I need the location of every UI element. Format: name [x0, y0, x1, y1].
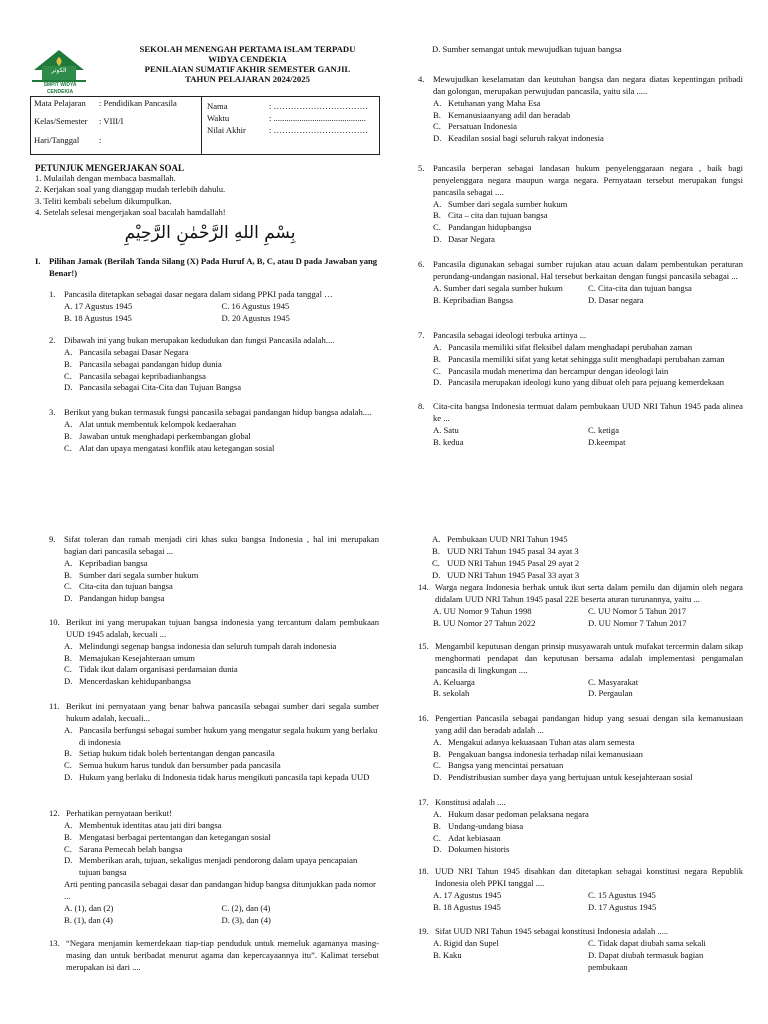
- option-letter: A.: [433, 808, 442, 819]
- option-text: Pancasila sebagai Cita-Cita dan Tujuan Bangsa: [79, 382, 242, 393]
- option-letter: C.: [64, 370, 72, 381]
- answer-option[interactable]: B. UU Nomor 27 Tahun 2022: [433, 617, 536, 628]
- question-body: “Negara menjamin kemerdekaan tiap-tiap penduduk untuk memeluk agamanya masing-masing dan untuk beribadat menurut agama dan kepercayaannya itu”. Kalimat tersebut merupakan isi dari ....: [66, 938, 379, 972]
- question-text: [418, 582, 743, 606]
- option-letter: D.: [432, 569, 441, 580]
- option-text: Pancasila memiliki sifat fleksibel dalam menghadapi perubahan zaman: [448, 341, 693, 352]
- question-number: 19.: [418, 926, 429, 936]
- question-number: 7.: [418, 330, 425, 340]
- option-text: Sumber dari segala sumber hukum: [448, 198, 568, 209]
- option-letter: B.: [64, 831, 72, 842]
- answer-option[interactable]: [432, 558, 752, 570]
- question-number: 15.: [418, 641, 429, 651]
- answer-option[interactable]: A. Satu: [433, 424, 459, 435]
- answer-option[interactable]: [433, 809, 743, 821]
- section-heading: I. Pilihan Jamak (Berilah Tanda Silang (X) Pada Huruf A, B, C, atau D pada Jawaban yang Benar!): [35, 256, 378, 278]
- answer-option[interactable]: D.keempat: [588, 436, 626, 447]
- answer-option[interactable]: [64, 748, 379, 760]
- question-text: [49, 407, 379, 419]
- answer-option[interactable]: [433, 737, 743, 749]
- instruction-item: 2. Kerjakan soal yang dianggap mudah terlebih dahulu.: [35, 184, 226, 195]
- question-number: 14.: [418, 582, 429, 592]
- answer-option[interactable]: A. 17 Agustus 1945: [433, 889, 502, 900]
- option-letter: D.: [433, 844, 442, 855]
- option-letter: A.: [432, 534, 441, 544]
- option-letter: C.: [64, 581, 72, 592]
- question-body: Mengambil keputusan dengan prinsip musyawarah untuk mufakat tercermin dalam sikap menghormati pendapat dan keputusan bersama adalah implementasi pengamalan pancasila di lingkungan ....: [435, 641, 743, 675]
- option-letter: D.: [64, 382, 73, 393]
- identity-left: [31, 97, 202, 154]
- question-number: 13.: [49, 938, 60, 948]
- question-body: Cita-cita bangsa Indonesia termuat dalam pembukaan UUD NRI Tahun 1945 pada alinea ke ...: [433, 401, 743, 423]
- option-letter: D.: [64, 855, 73, 866]
- option-text: Membentuk identitas atau jati diri bangsa: [79, 819, 222, 830]
- question-text: [418, 713, 743, 737]
- answer-option[interactable]: A. Rigid dan Supel: [433, 937, 499, 948]
- option-text: Mencerdaskan kehidupanbangsa: [79, 676, 191, 687]
- answer-row: [433, 902, 743, 914]
- answer-option[interactable]: [64, 676, 379, 688]
- identity-box: [30, 96, 380, 155]
- option-text: Adat kebiasaan: [448, 832, 501, 843]
- option-letter: A.: [433, 97, 442, 108]
- answer-option[interactable]: [433, 844, 743, 856]
- question-q19: [418, 926, 743, 973]
- option-text: Cita-cita dan tujuan bangsa: [79, 581, 173, 592]
- option-letter: D.: [433, 772, 442, 783]
- question-body: Sifat UUD NRI Tahun 1945 sebagai konstitusi Indonesia adalah .....: [435, 926, 669, 936]
- question-body: UUD NRI Tahun 1945 disahkan dan ditetapkan sebagai konstitusi negara Republik Indonesia oleh PPKI tanggal ....: [435, 866, 743, 888]
- answer-option[interactable]: [64, 641, 379, 653]
- option-text: Pandangan hidupbangsa: [448, 222, 532, 233]
- question-text: [49, 335, 379, 347]
- question-number: 8.: [418, 401, 425, 411]
- answer-option[interactable]: B. 18 Agustus 1945: [433, 901, 501, 912]
- answer-option[interactable]: [432, 570, 752, 582]
- question-q6: [418, 259, 743, 306]
- basmalah: بِسْمِ اللهِ الرَّحْمٰنِ الرَّحِيْمِ: [124, 223, 296, 243]
- answer-option[interactable]: D. 17 Agustus 1945: [588, 901, 657, 912]
- answer-option[interactable]: [64, 820, 379, 832]
- answer-option[interactable]: [64, 581, 379, 593]
- option-text: Pembukaan UUD NRI Tahun 1945: [447, 534, 568, 544]
- option-letter: C.: [433, 121, 441, 132]
- question-text: [418, 74, 743, 98]
- answer-option[interactable]: [433, 199, 743, 211]
- option-text: Keadilan sosial bagi seluruh rakyat indonesia: [448, 133, 604, 144]
- option-text: UUD NRI Tahun 1945 pasal 34 ayat 3: [447, 545, 579, 556]
- option-letter: A.: [64, 724, 73, 735]
- answer-option[interactable]: [433, 354, 743, 366]
- question-body: Berikut yang bukan termasuk fungsi pancasila sebagai pandangan hidup bangsa adalah....: [64, 407, 372, 417]
- question-text: [49, 701, 379, 725]
- option-text: Sarana Pemecah belah bangsa: [79, 843, 183, 854]
- answer-option[interactable]: [432, 534, 752, 546]
- instructions-title: PETUNJUK MENGERJAKAN SOAL: [35, 163, 185, 173]
- identity-right: [207, 101, 368, 137]
- option-text: Alat dan upaya mengatasi konflik atau ketegangan sosial: [79, 442, 275, 453]
- option-letter: C.: [64, 843, 72, 854]
- question-text: [49, 617, 379, 641]
- question-number: 16.: [418, 713, 429, 723]
- instruction-item: 4. Setelah selesai mengerjakan soal bacalah hamdallah!: [35, 207, 226, 218]
- answer-option[interactable]: [433, 110, 743, 122]
- option-text: Semua hukum harus tunduk dan bersumber pada pancasila: [79, 760, 281, 771]
- question-body: Berikut ini pernyataan yang benar bahwa pancasila sebagai sumber dari segala sumber hukum adalah, kecuali...: [66, 701, 379, 723]
- answer-row: [433, 425, 743, 437]
- school-name: SEKOLAH MENENGAH PERTAMA ISLAM TERPADU: [139, 44, 356, 54]
- option-letter: B.: [433, 109, 441, 120]
- question-body: Konstitusi adalah ....: [435, 797, 506, 807]
- option-text: Setiap hukum tidak boleh bertentangan dengan pancasila: [79, 748, 275, 759]
- question-q14: [418, 582, 743, 629]
- answer-row: [64, 915, 379, 927]
- option-text: Cita – cita dan tujuan bangsa: [448, 210, 548, 221]
- instructions-list: [35, 173, 365, 218]
- option-letter: B.: [64, 430, 72, 441]
- option-letter: B.: [64, 569, 72, 580]
- logo-text: SMPIT WIDYA CENDEKIA: [43, 82, 77, 95]
- option-letter: D.: [433, 133, 442, 144]
- answer-row: [64, 313, 379, 325]
- answer-option[interactable]: C. Cita-cita dan tujuan bangsa: [588, 282, 692, 293]
- question-body: Sifat toleran dan ramah menjadi ciri khas suku bangsa Indonesia , hal ini merupakan bagian dari pancasila sebagai ...: [64, 534, 379, 556]
- answer-option[interactable]: A. Sumber dari segala sumber hukum: [433, 282, 563, 293]
- document-header: [95, 44, 400, 84]
- date-row: Hari/Tanggal :: [34, 135, 102, 145]
- question-number: 17.: [418, 797, 429, 807]
- answer-option[interactable]: D. Pergaulan: [588, 688, 633, 699]
- question-number: 12.: [49, 808, 60, 818]
- question-q4: [418, 74, 743, 145]
- option-letter: C.: [64, 664, 72, 675]
- answer-option[interactable]: B. Kepribadian Bangsa: [433, 294, 513, 305]
- question-q10: [49, 617, 379, 688]
- answer-option[interactable]: [64, 371, 379, 383]
- answer-option[interactable]: [433, 772, 743, 784]
- answer-option[interactable]: B. (1), dan (4): [64, 914, 113, 925]
- question-number: 6.: [418, 259, 425, 269]
- question-body: Berikut ini yang merupakan tujuan bangsa indonesia yang tercantum dalam pembukaan UUD 1945 adalah, kecuali ...: [66, 617, 379, 639]
- answer-option[interactable]: [64, 832, 379, 844]
- answer-option[interactable]: B. kedua: [433, 436, 464, 447]
- answer-option[interactable]: D. UU Nomor 7 Tahun 2017: [588, 617, 687, 628]
- answer-option[interactable]: C. Tidak dapat diubah sama sekali: [588, 937, 706, 948]
- question-number: 11.: [49, 701, 60, 711]
- question-body: Pancasila digunakan sebagai sumber rujukan atau acuan dalam pembentukan peraturan perundang-undangan nasional. Hal tersebut berkaitan dengan fungsi pancasila sebagai ...: [433, 259, 743, 281]
- exam-title: PENILAIAN SUMATIF AKHIR SEMESTER GANJIL: [144, 64, 351, 74]
- time-row: Waktu : ...........................................: [207, 112, 366, 123]
- school-name-2: WIDYA CENDEKIA: [208, 54, 287, 64]
- question-text: [418, 926, 743, 938]
- score-row: Nilai Akhir : ……………………………: [207, 124, 369, 135]
- answer-option[interactable]: D. Sumber semangat untuk mewujudkan tujuan bangsa: [432, 44, 622, 54]
- option-letter: C.: [64, 442, 72, 453]
- question-text: [418, 641, 743, 677]
- question-body: Pancasila berperan sebagai landasan hukum penyelenggaraan negara , baik bagi penyelenggara negara maupun warga negara. Pernyataan tersebut merupakan fungsi pancasila sebagai ....: [433, 163, 743, 197]
- option-text: Kepribadian bangsa: [79, 557, 148, 568]
- question-body: Pancasila sebagai ideologi terbuka artinya ...: [433, 330, 587, 340]
- question-text: [418, 866, 743, 890]
- question-number: 10.: [49, 617, 60, 627]
- option-letter: A.: [64, 819, 73, 830]
- answer-row: [64, 301, 379, 313]
- option-text: UUD NRI Tahun 1945 Pasal 33 ayat 3: [447, 569, 580, 580]
- answer-row: [433, 606, 743, 618]
- answer-option[interactable]: [433, 121, 743, 133]
- answer-option[interactable]: [433, 133, 743, 145]
- option-text: Kemanusiaanyang adil dan beradab: [448, 109, 571, 120]
- option-letter: D.: [64, 772, 73, 783]
- option-text: Bangsa yang mencintai persatuan: [448, 760, 564, 771]
- question-text: [49, 938, 379, 974]
- option-text: Pengakuan bangsa indonesia terhadap nilai kemanusiaan: [448, 748, 643, 759]
- answer-option[interactable]: C. UU Nomor 5 Tahun 2017: [588, 605, 687, 616]
- answer-row: [433, 890, 743, 902]
- option-text: Hukum yang berlaku di Indonesia tidak harus mengikuti pancasila tapi kepada UUD: [79, 772, 370, 783]
- subject-row: Mata Pelajaran : Pendidikan Pancasila: [34, 98, 177, 108]
- answer-option[interactable]: C. Masyarakat: [588, 676, 639, 687]
- answer-row: [433, 295, 743, 307]
- question-text: [418, 259, 743, 283]
- school-logo: [28, 48, 90, 94]
- question-text: [49, 534, 379, 558]
- option-letter: A.: [64, 346, 73, 357]
- answer-option[interactable]: A. 17 Agustus 1945: [64, 300, 133, 311]
- option-letter: B.: [433, 210, 441, 221]
- answer-option[interactable]: [433, 377, 743, 389]
- option-letter: A.: [64, 640, 73, 651]
- answer-option[interactable]: [64, 855, 379, 879]
- question-body: Pancasila ditetapkan sebagai dasar negara dalam sidang PPKI pada tanggal …: [64, 289, 333, 299]
- question-number: 5.: [418, 163, 425, 173]
- answer-option[interactable]: [64, 558, 379, 570]
- answer-option[interactable]: C. (2), dan (4): [221, 902, 271, 913]
- answer-option[interactable]: [433, 234, 743, 246]
- answer-option[interactable]: C. ketiga: [588, 424, 620, 435]
- option-text: Pancasila merupakan ideologi kuno yang dibuat oleh para pejuang kemerdekaan: [448, 377, 725, 388]
- question-q1: [49, 289, 379, 325]
- option-text: Dasar Negara: [448, 234, 495, 245]
- answer-option[interactable]: B. Kaku: [433, 949, 462, 960]
- question-number: 9.: [49, 534, 56, 544]
- option-text: Jawaban untuk menghadapi perkembangan global: [79, 430, 251, 441]
- answer-option[interactable]: [64, 725, 379, 749]
- answer-option[interactable]: [64, 382, 379, 394]
- answer-option[interactable]: D. (3), dan (4): [221, 914, 271, 925]
- option-letter: D.: [433, 234, 442, 245]
- option-letter: D.: [64, 676, 73, 687]
- option-text: Hukum dasar pedoman pelaksana negara: [448, 808, 589, 819]
- school-year: TAHUN PELAJARAN 2024/2025: [185, 74, 310, 84]
- question-body: Dibawah ini yang bukan merupakan kedudukan dan fungsi Pancasila adalah....: [64, 335, 335, 345]
- answer-option[interactable]: D. Dasar negara: [588, 294, 644, 305]
- option-letter: B.: [433, 353, 441, 364]
- answer-option[interactable]: [433, 821, 743, 833]
- option-text: Pancasila mudah menerima dan bercampur dengan ideologi lain: [448, 365, 669, 376]
- question-number: 4.: [418, 74, 425, 84]
- answer-option[interactable]: [433, 342, 743, 354]
- question-q16: [418, 713, 743, 784]
- answer-row: [433, 688, 743, 700]
- answer-option[interactable]: [433, 222, 743, 234]
- class-row: Kelas/Semester : VIII/I: [34, 116, 124, 126]
- answer-option[interactable]: [433, 210, 743, 222]
- answer-row: [433, 938, 743, 950]
- question-q2: [49, 335, 379, 394]
- answer-option[interactable]: [433, 366, 743, 378]
- option-text: UUD NRI Tahun 1945 Pasal 29 ayat 2: [447, 557, 580, 568]
- question-body: Pengertian Pancasila sebagai pandangan hidup yang sesuai dengan sila kemanusiaan yang adil dan beradab adalah ...: [435, 713, 743, 735]
- answer-option[interactable]: B. sekolah: [433, 688, 470, 699]
- answer-option[interactable]: A. Keluarga: [433, 676, 475, 687]
- answer-option[interactable]: D. Dapat diubah termasuk bagian pembukaan: [588, 949, 704, 972]
- question-text: [418, 401, 743, 425]
- question-text: [418, 163, 743, 199]
- question-q13: [49, 938, 379, 974]
- option-text: Undang-undang biasa: [448, 820, 524, 831]
- question-q9: [49, 534, 379, 605]
- answer-option[interactable]: [64, 653, 379, 665]
- option-text: Pancasila sebagai pandangan hidup dunia: [79, 358, 222, 369]
- answer-option[interactable]: A. UU Nomor 9 Tahun 1998: [433, 605, 532, 616]
- option-letter: C.: [433, 222, 441, 233]
- answer-option[interactable]: [64, 443, 379, 455]
- option-text: Pendistribusian sumber daya yang bertujuan untuk kesejahteraan sosial: [448, 772, 693, 783]
- option-letter: C.: [433, 832, 441, 843]
- answer-option[interactable]: C. 15 Agustus 1945: [588, 889, 656, 900]
- answer-option[interactable]: [64, 419, 379, 431]
- question-body: Perhatikan pernyataan berikut!: [66, 808, 172, 818]
- answer-row: [433, 950, 743, 974]
- question-text: [418, 330, 743, 342]
- question-followup: Arti penting pancasila sebagai dasar dan pandangan hidup bangsa ditunjukkan pada nomor ...: [64, 879, 376, 902]
- option-text: Pancasila memiliki sifat yang ketat sehingga sulit menghadapi perubahan zaman: [448, 353, 725, 364]
- option-text: Memajukan Kesejahteraan umum: [79, 652, 195, 663]
- instruction-item: 1. Mulailah dengan membaca basmallah.: [35, 173, 176, 183]
- question-number: 2.: [49, 335, 56, 345]
- answer-option[interactable]: [433, 749, 743, 761]
- option-letter: B.: [64, 652, 72, 663]
- question-q7: [418, 330, 743, 389]
- answer-row: [433, 283, 743, 295]
- question-number: 1.: [49, 289, 56, 299]
- option-letter: B.: [64, 358, 72, 369]
- option-letter: C.: [64, 760, 72, 771]
- question-q13o: [432, 534, 752, 581]
- option-letter: D.: [64, 593, 73, 604]
- question-q12: [49, 808, 379, 927]
- answer-option[interactable]: [64, 772, 379, 784]
- answer-option[interactable]: [433, 833, 743, 845]
- answer-row: [433, 437, 743, 449]
- question-q18: [418, 866, 743, 913]
- answer-row: [433, 618, 743, 630]
- question-text: [49, 808, 379, 820]
- option-letter: A.: [433, 198, 442, 209]
- option-text: Mengatasi berbagai pertentangan dan ketegangan sosial: [79, 831, 271, 842]
- option-text: Melindungi segenap bangsa indonesia dan seluruh tumpah darah indonesia: [79, 640, 337, 651]
- option-letter: B.: [64, 748, 72, 759]
- option-text: Pancasila sebagai Dasar Negara: [79, 346, 189, 357]
- option-text: Memberikan arah, tujuan, sekaligus menjadi pendorong dalam upaya pencapaian tujuan bangsa: [79, 855, 358, 878]
- option-letter: C.: [432, 557, 440, 568]
- option-letter: A.: [433, 341, 442, 352]
- instruction-item: 3. Teliti kembali sebelum dikumpulkan.: [35, 195, 172, 206]
- option-letter: A.: [64, 418, 73, 429]
- question-body: Mewujudkan keselamatan dan keutuhan bangsa dan negara diatas kepentingan pribadi dan golongan, merupakan perwujudan pancasila, yaitu sila .....: [433, 74, 743, 96]
- option-text: Ketuhanan yang Maha Esa: [448, 97, 541, 108]
- option-text: Persatuan Indonesia: [448, 121, 517, 132]
- option-letter: B.: [433, 820, 441, 831]
- answer-option[interactable]: A. (1), dan (2): [64, 902, 114, 913]
- name-row[interactable]: Nama : ……………………………: [207, 101, 369, 111]
- option-text: Mengakui adanya kekuasaan Tuhan atas alam semesta: [448, 736, 635, 747]
- answer-option[interactable]: [64, 347, 379, 359]
- question-q8: [418, 401, 743, 448]
- answer-option[interactable]: [64, 760, 379, 772]
- option-text: Alat untuk membentuk kelompok kedaerahan: [79, 418, 237, 429]
- option-text: Pancasila berfungsi sebagai sumber hukum yang mengatur segala hukum yang berlaku di indonesia: [79, 724, 378, 747]
- option-letter: D.: [433, 377, 442, 388]
- question-body: Warga negara Indonesia berhak untuk ikut serta dalam pemilu dan dijamin oleh negara didalam UUD NRI Tahun 1945 pasal 22E beserta aturan turunannya, yaitu ...: [435, 582, 743, 604]
- answer-option[interactable]: [433, 98, 743, 110]
- question-q11: [49, 701, 379, 784]
- question-q3d: [432, 44, 752, 56]
- option-text: Dokumen historis: [448, 844, 510, 855]
- question-q17: [418, 797, 743, 856]
- question-number: 3.: [49, 407, 56, 417]
- question-text: [418, 797, 743, 809]
- option-text: Sumber dari segala sumber hukum: [79, 569, 199, 580]
- answer-option[interactable]: [432, 546, 752, 558]
- answer-option[interactable]: [64, 431, 379, 443]
- question-number: 18.: [418, 866, 429, 876]
- answer-option[interactable]: D. 20 Agustus 1945: [221, 312, 290, 323]
- option-text: Tidak ikut dalam organisasi perdamaian dunia: [79, 664, 238, 675]
- option-text: Pancasila sebagai kepribadianbangsa: [79, 370, 206, 381]
- answer-option[interactable]: [433, 760, 743, 772]
- answer-row: [64, 903, 379, 915]
- answer-option[interactable]: [64, 359, 379, 371]
- option-text: Pandangan hidup bangsa: [79, 593, 165, 604]
- option-letter: C.: [433, 365, 441, 376]
- option-letter: B.: [433, 748, 441, 759]
- option-letter: A.: [64, 557, 73, 568]
- option-letter: A.: [433, 736, 442, 747]
- answer-option[interactable]: [64, 570, 379, 582]
- answer-option[interactable]: C. 16 Agustus 1945: [221, 300, 290, 311]
- question-q5: [418, 163, 743, 246]
- answer-option[interactable]: B. 18 Agustus 1945: [64, 312, 132, 323]
- question-q3: [49, 407, 379, 454]
- answer-row: [433, 677, 743, 689]
- answer-option[interactable]: [64, 664, 379, 676]
- answer-option[interactable]: [64, 593, 379, 605]
- question-q15: [418, 641, 743, 700]
- logo-arabic: الكوثر: [51, 68, 67, 74]
- question-text: [49, 289, 379, 301]
- option-letter: C.: [433, 760, 441, 771]
- answer-option[interactable]: [64, 844, 379, 856]
- option-letter: B.: [432, 545, 440, 556]
